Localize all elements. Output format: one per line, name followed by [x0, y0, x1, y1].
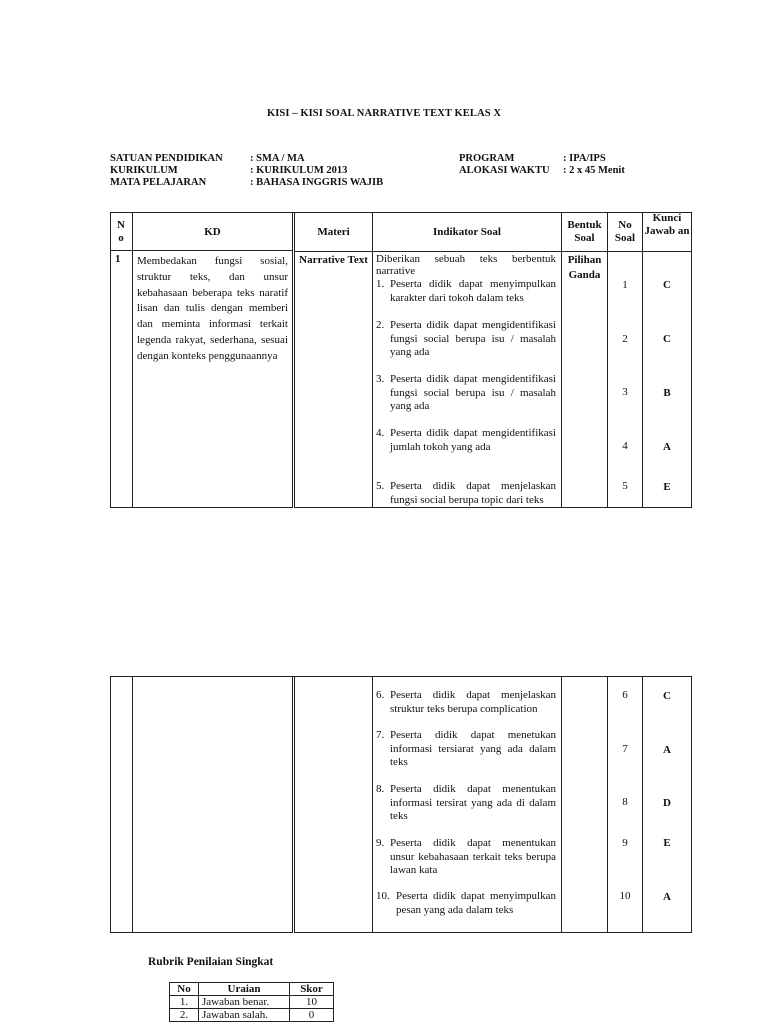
table-border-bottom: [110, 507, 292, 508]
header-indikator: Indikator Soal: [433, 226, 501, 238]
no-soal-value: 6: [622, 689, 628, 701]
indikator-item-number: 2.: [376, 319, 385, 331]
meta-label-alokasi: ALOKASI WAKTU: [459, 165, 550, 176]
table-border-bottom: [294, 507, 692, 508]
indikator-item-number: 6.: [376, 689, 385, 701]
indikator-item: [376, 837, 556, 878]
meta-label-mapel: MATA PELAJARAN: [110, 177, 207, 188]
kunci-value: C: [663, 333, 671, 345]
kunci-value: E: [663, 837, 671, 849]
indikator-item-number: 8.: [376, 783, 385, 795]
col-line: [132, 212, 133, 508]
indikator-item-number: 5.: [376, 480, 385, 492]
kunci-value: B: [663, 387, 671, 399]
header-bentuk-soal: Bentuk Soal: [567, 219, 602, 244]
table-row: [170, 996, 334, 1009]
table-header-divider: [110, 250, 292, 251]
col-line: [607, 212, 608, 508]
indikator-item-text: Peserta didik dapat mengidentifikasi fungsi social berupa isu / masalah yang ada: [390, 319, 556, 358]
rubric-skor: 0: [290, 1009, 334, 1022]
rubric-uraian: Jawaban salah.: [199, 1009, 290, 1022]
col-line: [642, 212, 643, 508]
indikator-item-number: 1.: [376, 278, 385, 290]
col-line: [294, 212, 295, 508]
col-line: [372, 676, 373, 933]
meta-value-program: : IPA/IPS: [563, 153, 606, 164]
col-line: [294, 676, 295, 933]
indikator-item-number: 10.: [376, 890, 390, 902]
meta-label-satuan: SATUAN PENDIDIKAN: [110, 153, 223, 164]
col-line: [292, 676, 293, 933]
indikator-item-text: Peserta didik dapat mengidentifikasi jumlah tokoh yang ada: [390, 427, 556, 453]
kunci-value: C: [663, 279, 671, 291]
indikator-item: [376, 480, 556, 507]
col-line: [292, 212, 293, 508]
rubric-no: 1.: [170, 996, 199, 1009]
materi-text: Narrative Text: [299, 254, 368, 266]
col-line: [691, 212, 692, 508]
no-soal-value: 4: [622, 440, 628, 452]
indikator-item-number: 7.: [376, 729, 385, 741]
kunci-value: A: [663, 891, 671, 903]
bentuk-soal-text: Pilihan Ganda: [567, 254, 602, 281]
meta-value-satuan: : SMA / MA: [250, 153, 305, 164]
kd-text: Membedakan fungsi sosial, struktur teks, dan unsur kebahasaan beberapa teks naratif lisan dan tulis dengan memberi dan meminta informasi terkait legenda rakyat, sederhana, sesuai dengan konteks penggunaannya: [137, 255, 288, 362]
meta-value-kurikulum: : KURIKULUM 2013: [250, 165, 348, 176]
indikator-item-text: Peserta didik dapat menjelaskan fungsi social berupa topic dari teks: [390, 480, 556, 506]
col-line: [110, 676, 111, 933]
kunci-value: D: [663, 797, 671, 809]
no-soal-value: 2: [622, 333, 628, 345]
no-soal-value: 1: [622, 279, 628, 291]
indikator-item-text: Peserta didik dapat mengidentifikasi fungsi social berupa isu / masalah yang ada: [390, 373, 556, 412]
header-no: N o: [117, 219, 125, 244]
kunci-value: A: [663, 744, 671, 756]
indikator-item-text: Peserta didik dapat menjelaskan struktur teks berupa complication: [390, 689, 556, 715]
header-no-soal: No Soal: [614, 219, 636, 244]
col-line: [372, 212, 373, 508]
no-soal-value: 7: [622, 743, 628, 755]
indikator-item-text: Peserta didik dapat menentukan informasi tersirat yang ada di dalam teks: [390, 783, 556, 822]
table-border-top: [110, 212, 692, 213]
rubric-no: 2.: [170, 1009, 199, 1022]
table-border-bottom: [294, 932, 692, 933]
rubric-header-skor: Skor: [290, 983, 334, 996]
indikator-item: [376, 890, 556, 917]
meta-value-alokasi: : 2 x 45 Menit: [563, 165, 625, 176]
rubric-skor: 10: [290, 996, 334, 1009]
indikator-item-text: Peserta didik dapat menetukan informasi tersiarat yang ada dalam teks: [390, 729, 556, 768]
row-number: 1: [115, 253, 121, 265]
indikator-item: [376, 373, 556, 414]
indikator-item: [376, 689, 556, 716]
rubric-title: Rubrik Penilaian Singkat: [148, 956, 274, 968]
table-row: [170, 1009, 334, 1022]
table-border-top: [110, 676, 692, 677]
table-header-divider: [294, 251, 692, 252]
indikator-item: [376, 278, 556, 305]
indikator-item-text: Peserta didik dapat menyimpulkan karakter dari tokoh dalam teks: [390, 278, 556, 304]
indikator-item-number: 9.: [376, 837, 385, 849]
header-kd: KD: [204, 226, 221, 238]
table-border-bottom: [110, 932, 292, 933]
indikator-item: [376, 427, 556, 454]
indikator-intro: Diberikan sebuah teks berbentuk narrative: [376, 253, 556, 277]
col-line: [132, 676, 133, 933]
header-materi: Materi: [317, 226, 350, 238]
indikator-item-text: Peserta didik dapat menentukan unsur kebahasaan terkait teks berupa lawan kata: [390, 837, 556, 876]
col-line: [561, 676, 562, 933]
indikator-item: [376, 729, 556, 770]
kunci-value: C: [663, 690, 671, 702]
header-kunci-jawaban: Kunci Jawab an: [644, 212, 690, 237]
kunci-value: E: [663, 481, 671, 493]
indikator-item-number: 4.: [376, 427, 385, 439]
no-soal-value: 8: [622, 796, 628, 808]
meta-label-program: PROGRAM: [459, 153, 515, 164]
indikator-item-text: Peserta didik dapat menyimpulkan pesan yang ada dalam teks: [396, 890, 556, 916]
indikator-item-number: 3.: [376, 373, 385, 385]
no-soal-value: 10: [619, 890, 631, 902]
no-soal-value: 5: [622, 480, 628, 492]
rubric-uraian: Jawaban benar.: [199, 996, 290, 1009]
no-soal-value: 3: [622, 386, 628, 398]
col-line: [691, 676, 692, 933]
rubric-table: [169, 982, 334, 1022]
col-line: [110, 212, 111, 508]
document-title: KISI – KISI SOAL NARRATIVE TEXT KELAS X: [266, 108, 502, 119]
rubric-header-uraian: Uraian: [199, 983, 290, 996]
rubric-header-no: No: [170, 983, 199, 996]
meta-value-mapel: : BAHASA INGGRIS WAJIB: [250, 177, 384, 188]
meta-label-kurikulum: KURIKULUM: [110, 165, 178, 176]
no-soal-value: 9: [622, 837, 628, 849]
indikator-item: [376, 783, 556, 824]
indikator-item: [376, 319, 556, 360]
kunci-value: A: [663, 441, 671, 453]
